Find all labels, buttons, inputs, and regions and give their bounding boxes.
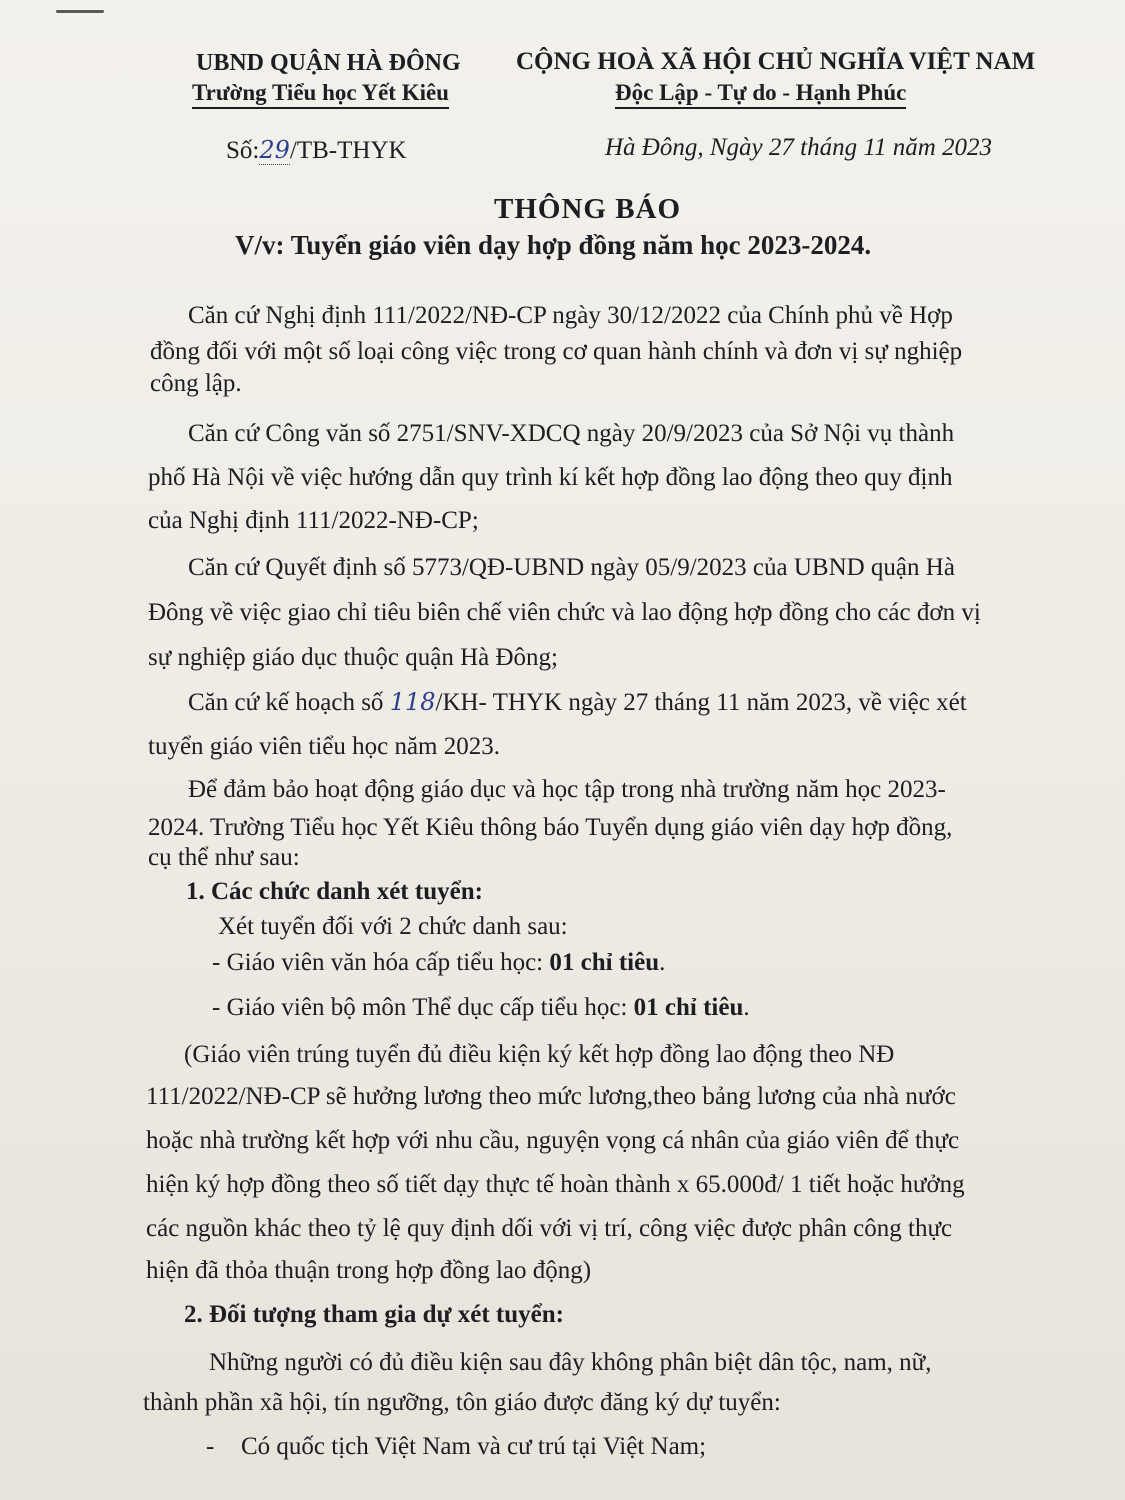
- authority-name: UBND QUẬN HÀ ĐÔNG: [196, 50, 461, 76]
- paper-fold-mark: [56, 10, 104, 13]
- plan-rest: /KH- THYK ngày 27 tháng 11 năm 2023, về việc xét: [435, 689, 967, 716]
- dateline: Hà Đông, Ngày 27 tháng 11 năm 2023: [605, 134, 993, 161]
- position-label: - Giáo viên văn hóa cấp tiểu học:: [212, 949, 550, 976]
- salary-note-line: (Giáo viên trúng tuyển đủ điều kiện ký kết hợp đồng lao động theo NĐ: [184, 1041, 895, 1068]
- number-suffix: /TB-THYK: [289, 137, 407, 164]
- salary-note-line: hiện đã thỏa thuận trong hợp đồng lao động): [146, 1257, 592, 1284]
- paragraph-line: Căn cứ Nghị định 111/2022/NĐ-CP ngày 30/12/2022 của Chính phủ về Hợp: [188, 302, 953, 329]
- handwritten-plan-number: 118: [389, 688, 436, 716]
- bullet-marker: -: [206, 1433, 215, 1460]
- position-quota: 01 chỉ tiêu: [549, 949, 660, 976]
- salary-note-line: 111/2022/NĐ-CP sẽ hưởng lương theo mức lương,theo bảng lương của nhà nước: [146, 1083, 956, 1110]
- position-item: [212, 950, 665, 975]
- paragraph-line: 2024. Trường Tiểu học Yết Kiêu thông báo Tuyển dụng giáo viên dạy hợp đồng,: [148, 814, 953, 841]
- eligibility-intro-line: thành phần xã hội, tín ngưỡng, tôn giáo được đăng ký dự tuyển:: [143, 1389, 781, 1416]
- national-title: CỘNG HOÀ XÃ HỘI CHỦ NGHĨA VIỆT NAM: [516, 48, 1036, 75]
- paragraph-line: Đông về việc giao chỉ tiêu biên chế viên chức và lao động hợp đồng cho các đơn vị: [148, 599, 981, 626]
- position-quota: 01 chỉ tiêu: [633, 994, 744, 1021]
- section-heading: 2. Đối tượng tham gia dự xét tuyển:: [184, 1301, 564, 1328]
- eligibility-item: Có quốc tịch Việt Nam và cư trú tại Việt Nam;: [241, 1433, 707, 1460]
- number-prefix: Số:: [226, 137, 260, 164]
- position-label: - Giáo viên bộ môn Thể dục cấp tiểu học:: [212, 994, 634, 1021]
- paragraph-line: công lập.: [150, 370, 242, 397]
- handwritten-number: 29: [259, 136, 290, 164]
- salary-note-line: các nguồn khác theo tỷ lệ quy định dối với vị trí, công việc được phân công thực: [146, 1215, 953, 1242]
- paragraph-line: sự nghiệp giáo dục thuộc quận Hà Đông;: [148, 644, 558, 671]
- notice-title: THÔNG BÁO: [494, 193, 682, 225]
- paragraph-line: cụ thể như sau:: [148, 844, 300, 871]
- salary-note-line: hiện ký hợp đồng theo số tiết dạy thực tế hoàn thành x 65.000đ/ 1 tiết hoặc hưởng: [146, 1171, 965, 1198]
- punctuation: .: [659, 949, 666, 976]
- position-item: [212, 995, 750, 1020]
- paragraph-line: phố Hà Nội về việc hướng dẫn quy trình kí kết hợp đồng lao động theo quy định: [148, 464, 953, 491]
- paragraph-line: Căn cứ Quyết định số 5773/QĐ-UBND ngày 05/9/2023 của UBND quận Hà: [188, 554, 955, 581]
- document-number: [226, 138, 407, 163]
- eligibility-intro-line: Những người có đủ điều kiện sau đây không phân biệt dân tộc, nam, nữ,: [209, 1349, 932, 1376]
- paragraph-line: của Nghị định 111/2022-NĐ-CP;: [148, 507, 479, 534]
- section-intro: Xét tuyển đối với 2 chức danh sau:: [218, 913, 568, 940]
- paragraph-line: [188, 690, 967, 715]
- punctuation: .: [743, 994, 750, 1021]
- section-heading: 1. Các chức danh xét tuyển:: [186, 878, 483, 905]
- school-name: Trường Tiểu học Yết Kiêu: [192, 80, 449, 109]
- national-motto: Độc Lập - Tự do - Hạnh Phúc: [615, 80, 906, 109]
- paragraph-line: tuyển giáo viên tiểu học năm 2023.: [148, 733, 501, 760]
- paragraph-line: Căn cứ Công văn số 2751/SNV-XDCQ ngày 20/9/2023 của Sở Nội vụ thành: [188, 420, 955, 447]
- paragraph-line: Để đảm bảo hoạt động giáo dục và học tập trong nhà trường năm học 2023-: [188, 776, 946, 803]
- plan-prefix: Căn cứ kế hoạch số: [188, 689, 390, 716]
- salary-note-line: hoặc nhà trường kết hợp với nhu cầu, nguyện vọng cá nhân của giáo viên để thực: [146, 1127, 960, 1154]
- paragraph-line: đồng đối với một số loại công việc trong cơ quan hành chính và đơn vị sự nghiệp: [150, 338, 963, 365]
- notice-subtitle: V/v: Tuyển giáo viên dạy hợp đồng năm học 2023-2024.: [235, 230, 872, 260]
